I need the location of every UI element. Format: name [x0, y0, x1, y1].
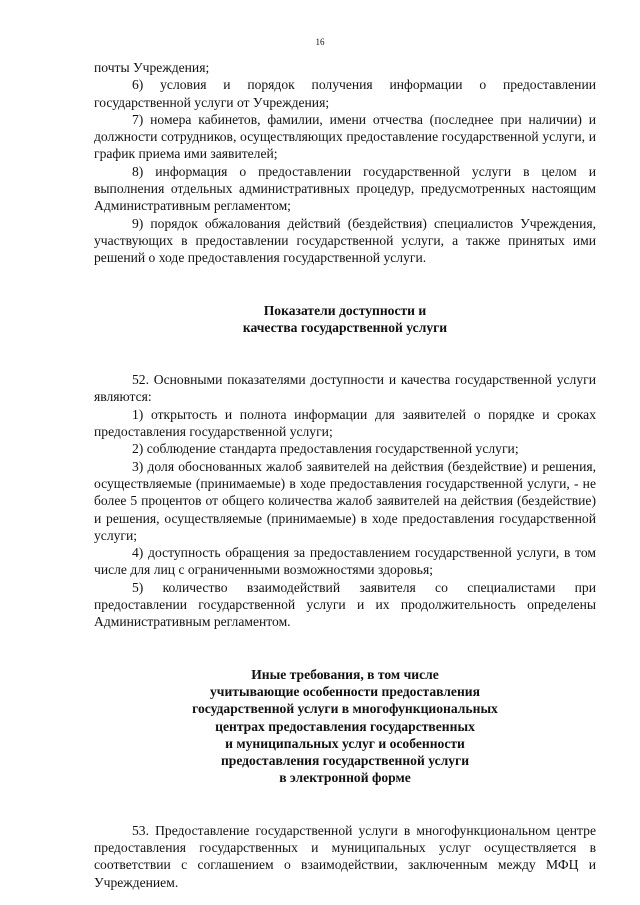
paragraph: 8) информация о предоставлении государственной услуги в целом и выполнения отдельных административных процедур, предусмотренных настоящим Административным регламентом; — [94, 163, 596, 214]
paragraph: 9) порядок обжалования действий (бездействия) специалистов Учреждения, участвующих в предоставлении государственной услуги, а также принятых ими решений о ходе предоставления государственной услуги. — [94, 215, 596, 266]
paragraph: 5) количество взаимодействий заявителя со специалистами при предоставлении государственной услуги и их продолжительность определены Административным регламентом. — [94, 579, 596, 630]
paragraph: 2) соблюдение стандарта предоставления государственной услуги; — [132, 441, 519, 457]
heading-line: предоставления государственной услуги — [220, 753, 470, 769]
page-number: 16 — [315, 37, 325, 47]
section-heading — [94, 302, 596, 337]
heading-line: государственной услуги в многофункциональных — [192, 701, 498, 717]
heading-line: качества государственной услуги — [242, 319, 448, 335]
section-heading — [94, 666, 596, 787]
heading-line: и муниципальных услуг и особенности — [225, 735, 465, 751]
paragraph: 3) доля обоснованных жалоб заявителей на действия (бездействие) и решения, осуществляемые (принимаемые) в ходе предоставления государственной услуги, - не более 5 процентов от общего количества жалоб заявителей на действия (бездействие) и решения, осуществляемые (принимаемые) в ходе предоставления государственной услуги; — [94, 458, 596, 543]
paragraph: 52. Основными показателями доступности и качества государственной услуги являются: — [94, 372, 596, 405]
heading-line: Иные требования, в том числе — [251, 666, 439, 682]
paragraph: 4) доступность обращения за предоставлением государственной услуги, в том числе для лиц с ограниченными возможностями здоровья; — [94, 545, 596, 578]
document-body — [94, 59, 596, 891]
paragraph: 53. Предоставление государственной услуги в многофункциональном центре предоставления государственных и муниципальных услуг осуществляется в соответствии с соглашением о взаимодействии, заключенным между МФЦ и Учреждением. — [94, 822, 596, 890]
paragraph: почты Учреждения; — [94, 60, 210, 75]
paragraph: 7) номера кабинетов, фамилии, имени отчества (последнее при наличии) и должности сотрудников, осуществляющих предоставление государственной услуги, и график приема ими заявителей; — [94, 111, 596, 162]
paragraph: 1) открытость и полнота информации для заявителей о порядке и сроках предоставления государственной услуги; — [94, 406, 596, 440]
paragraph: 6) условия и порядок получения информации о предоставлении государственной услуги от Учреждения; — [94, 77, 596, 110]
heading-line: учитывающие особенности предоставления — [210, 683, 480, 699]
heading-line: в электронной форме — [279, 770, 411, 786]
heading-line: центрах предоставления государственных — [215, 718, 475, 734]
heading-line: Показатели доступности и — [263, 302, 427, 318]
